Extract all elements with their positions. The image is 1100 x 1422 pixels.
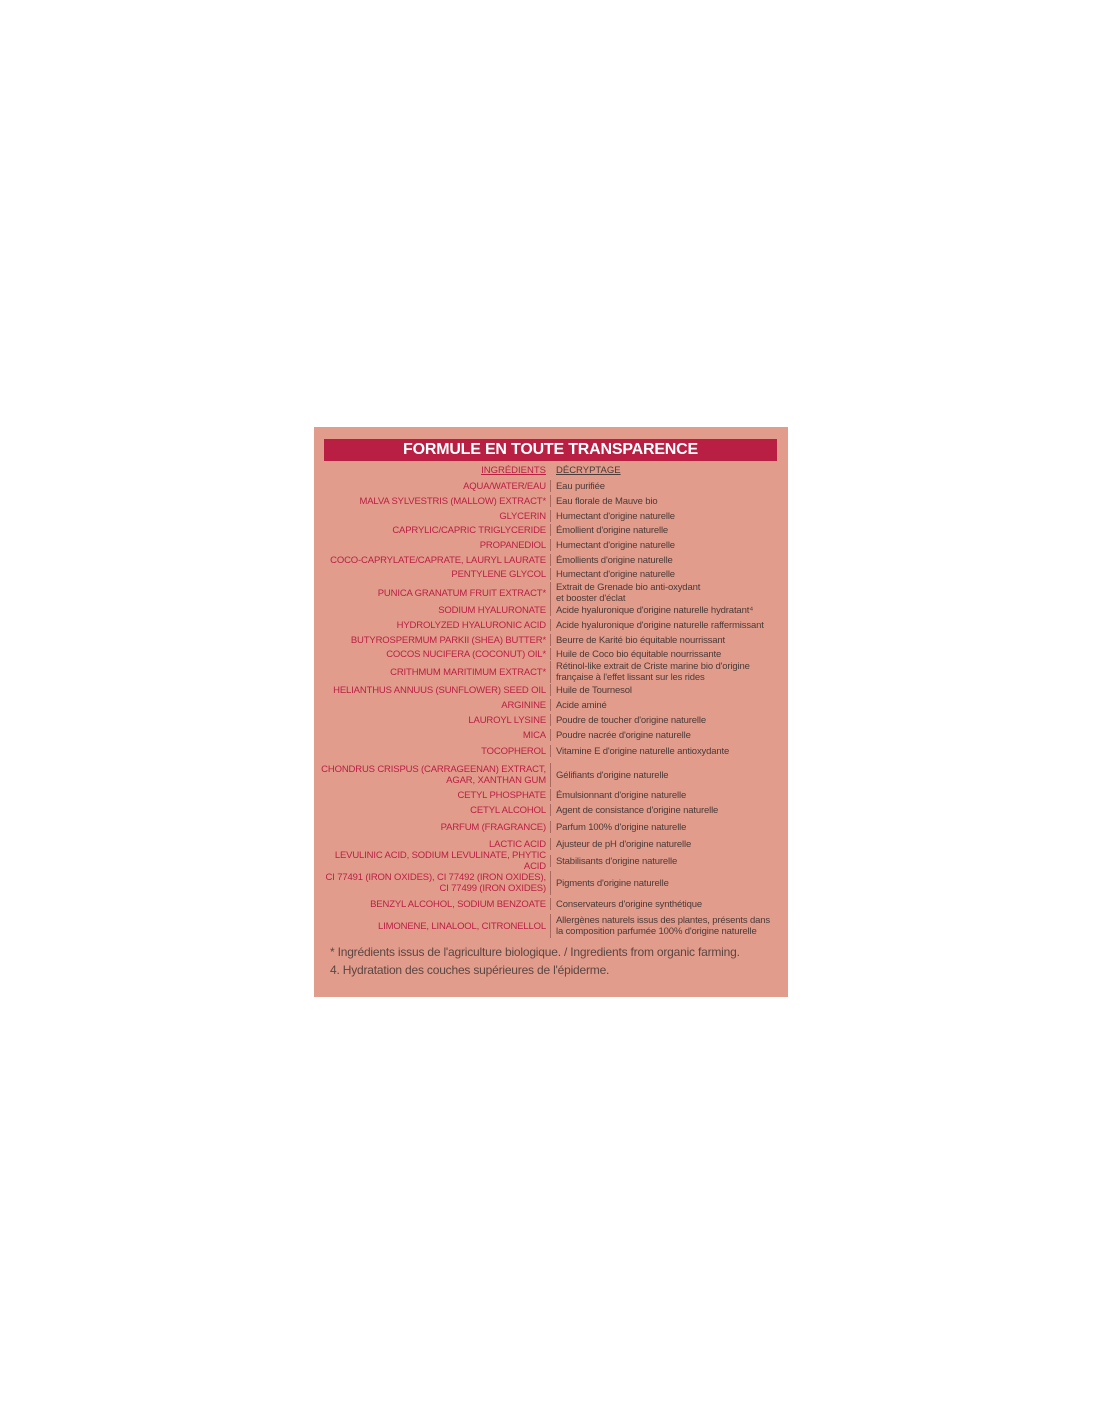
ingredient-name: AQUA/WATER/EAU — [463, 480, 546, 492]
ingredient-description: Beurre de Karité bio équitable nourrissant — [556, 634, 726, 646]
table-row — [314, 660, 788, 684]
table-row — [314, 581, 788, 605]
ingredient-description: Poudre de toucher d'origine naturelle — [556, 714, 706, 726]
table-row — [314, 509, 788, 523]
ingredient-description: Allergènes naturels issus des plantes, présents dans la composition parfumée 100% d'origine naturelle — [556, 915, 770, 937]
row-separator — [550, 745, 551, 757]
ingredient-description: Émollient d'origine naturelle — [556, 524, 669, 536]
table-row — [314, 683, 788, 697]
row-separator — [550, 914, 551, 938]
ingredient-name: CHONDRUS CRISPUS (CARRAGEENAN) EXTRACT, AGAR, XANTHAN GUM — [321, 764, 546, 786]
ingredient-name: BUTYROSPERMUM PARKII (SHEA) BUTTER* — [350, 634, 546, 646]
ingredient-description: Conservateurs d'origine synthétique — [556, 898, 703, 910]
table-row — [314, 523, 788, 537]
row-separator — [550, 480, 551, 492]
ingredient-description: Émollients d'origine naturelle — [556, 554, 673, 566]
ingredient-name: LEVULINIC ACID, SODIUM LEVULINATE, PHYTIC ACID — [334, 850, 546, 872]
row-separator — [550, 871, 551, 895]
row-separator — [550, 684, 551, 696]
row-separator — [550, 648, 551, 660]
footnote-hydration: 4. Hydratation des couches supérieures de l'épiderme. — [330, 963, 610, 977]
row-separator — [550, 582, 551, 604]
table-row — [314, 633, 788, 647]
row-separator — [550, 714, 551, 726]
ingredient-description: Gélifiants d'origine naturelle — [556, 769, 669, 781]
ingredient-description: Stabilisants d'origine naturelle — [556, 855, 678, 867]
ingredient-name: PENTYLENE GLYCOL — [451, 568, 546, 580]
table-row — [314, 913, 788, 939]
ingredient-description: Acide aminé — [556, 699, 607, 711]
table-row — [314, 479, 788, 493]
row-separator — [550, 524, 551, 536]
ingredient-description: Ajusteur de pH d'origine naturelle — [556, 838, 692, 850]
table-row — [314, 837, 788, 851]
row-separator — [550, 699, 551, 711]
ingredient-name: CETYL ALCOHOL — [470, 804, 546, 816]
ingredient-description: Poudre nacrée d'origine naturelle — [556, 729, 691, 741]
table-row — [314, 553, 788, 567]
table-row — [314, 538, 788, 552]
table-row — [314, 728, 788, 742]
table-row — [314, 788, 788, 802]
ingredient-description: Parfum 100% d'origine naturelle — [556, 821, 687, 833]
row-separator — [550, 510, 551, 522]
table-row — [314, 870, 788, 896]
ingredient-name: PUNICA GRANATUM FRUIT EXTRACT* — [377, 587, 546, 599]
row-separator — [550, 604, 551, 616]
table-row — [314, 618, 788, 632]
ingredient-description: Humectant d'origine naturelle — [556, 510, 675, 522]
ingredient-description: Huile de Coco bio équitable nourrissante — [556, 648, 722, 660]
ingredients-header: INGRÉDIENTS — [481, 465, 546, 476]
ingredient-description: Agent de consistance d'origine naturelle — [556, 804, 719, 816]
table-row — [314, 494, 788, 508]
row-separator — [550, 729, 551, 741]
row-separator — [550, 568, 551, 580]
table-row — [314, 567, 788, 581]
ingredient-name: SODIUM HYALURONATE — [438, 604, 546, 616]
table-row — [314, 897, 788, 911]
ingredient-name: TOCOPHEROL — [481, 745, 546, 757]
ingredient-name: HELIANTHUS ANNUUS (SUNFLOWER) SEED OIL — [333, 684, 546, 696]
ingredient-description: Pigments d'origine naturelle — [556, 877, 669, 889]
row-separator — [550, 634, 551, 646]
ingredient-description: Vitamine E d'origine naturelle antioxydante — [556, 745, 730, 757]
panel-title: FORMULE EN TOUTE TRANSPARENCE — [324, 439, 777, 461]
decryptage-header: DÉCRYPTAGE — [556, 465, 621, 476]
row-separator — [550, 789, 551, 801]
ingredient-name: COCO-CAPRYLATE/CAPRATE, LAURYL LAURATE — [330, 554, 546, 566]
ingredient-name: CRITHMUM MARITIMUM EXTRACT* — [390, 666, 546, 678]
ingredient-description: Acide hyaluronique d'origine naturelle raffermissant — [556, 619, 764, 631]
row-separator — [550, 554, 551, 566]
table-row — [314, 698, 788, 712]
ingredient-name: ARGININE — [501, 699, 546, 711]
ingredient-name: BENZYL ALCOHOL, SODIUM BENZOATE — [370, 898, 546, 910]
row-separator — [550, 619, 551, 631]
ingredient-description: Rétinol-like extrait de Criste marine bio d'origine française à l'effet lissant sur les rides — [556, 661, 750, 683]
row-separator — [550, 898, 551, 910]
row-separator — [550, 855, 551, 867]
ingredient-name: LIMONENE, LINALOOL, CITRONELLOL — [378, 920, 546, 932]
row-separator — [550, 838, 551, 850]
row-separator — [550, 495, 551, 507]
table-row — [314, 803, 788, 817]
ingredient-name: LAUROYL LYSINE — [468, 714, 546, 726]
ingredient-name: MALVA SYLVESTRIS (MALLOW) EXTRACT* — [359, 495, 546, 507]
table-row — [314, 647, 788, 661]
table-row — [314, 820, 788, 834]
ingredient-name: CAPRYLIC/CAPRIC TRIGLYCERIDE — [392, 524, 546, 536]
ingredient-name: HYDROLYZED HYALURONIC ACID — [396, 619, 546, 631]
ingredient-name: COCOS NUCIFERA (COCONUT) OIL* — [386, 648, 546, 660]
ingredient-name: PARFUM (FRAGRANCE) — [440, 821, 546, 833]
ingredient-name: CETYL PHOSPHATE — [457, 789, 546, 801]
ingredient-name: PROPANEDIOL — [479, 539, 546, 551]
ingredient-name: LACTIC ACID — [489, 838, 546, 850]
table-row — [314, 603, 788, 617]
ingredient-name: MICA — [522, 729, 546, 741]
ingredient-description: Humectant d'origine naturelle — [556, 568, 675, 580]
row-separator — [550, 804, 551, 816]
ingredient-description: Humectant d'origine naturelle — [556, 539, 675, 551]
row-separator — [550, 661, 551, 683]
row-separator — [550, 763, 551, 787]
table-row — [314, 762, 788, 788]
ingredient-description: Eau purifiée — [556, 480, 605, 492]
ingredients-panel — [314, 427, 788, 997]
table-row — [314, 744, 788, 758]
ingredient-name: GLYCERIN — [499, 510, 546, 522]
ingredient-description: Huile de Tournesol — [556, 684, 632, 696]
row-separator — [550, 539, 551, 551]
table-row — [314, 850, 788, 872]
ingredient-description: Eau florale de Mauve bio — [556, 495, 658, 507]
row-separator — [550, 821, 551, 833]
table-row — [314, 713, 788, 727]
ingredient-description: Extrait de Grenade bio anti-oxydant et booster d'éclat — [556, 582, 701, 604]
footnote-organic: * Ingrédients issus de l'agriculture biologique. / Ingredients from organic farming. — [330, 945, 740, 959]
ingredient-name: CI 77491 (IRON OXIDES), CI 77492 (IRON OXIDES), CI 77499 (IRON OXIDES) — [325, 872, 546, 894]
ingredient-description: Émulsionnant d'origine naturelle — [556, 789, 687, 801]
ingredient-description: Acide hyaluronique d'origine naturelle hydratant⁴ — [556, 604, 754, 616]
